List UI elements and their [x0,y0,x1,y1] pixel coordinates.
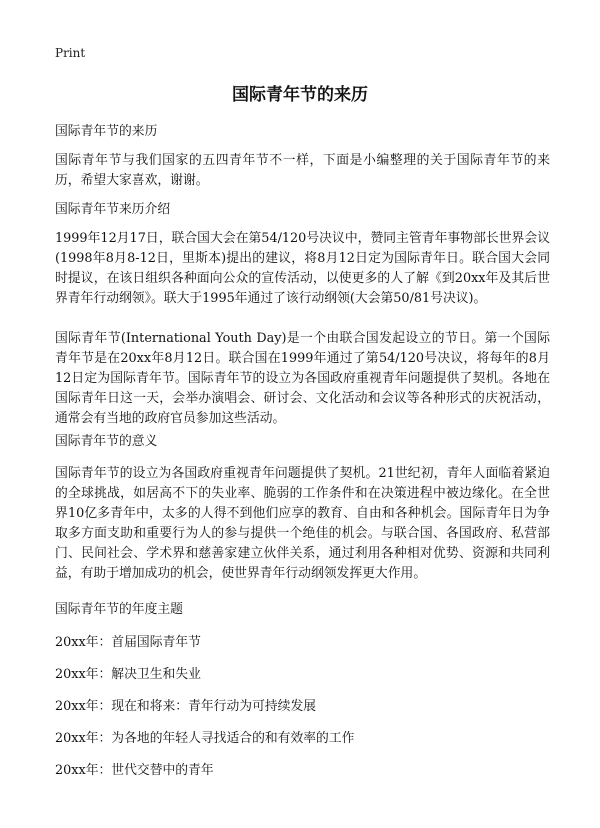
theme-item: 20xx年：解决卫生和失业 [55,667,201,682]
meaning-paragraph: 国际青年节的设立为各国政府重视青年问题提供了契机。21世纪初，青年人面临着紧迫的全球挑战，如居高不下的失业率、脆弱的工作条件和在决策进程中被边缘化。在全世界10亿多青年中，太多的人得不到他们应享的教育、自由和各种机会。国际青年日为争取多方面支助和重要行为人的参与提供一个绝佳的机会。与联合国、各国政府、私营部门、民间社会、学术界和慈善家建立伙伴关系，通过利用各种相对优势、资源和共同利益，有助于增加成功的机会，使世界青年行动纲领发挥更大作用。 [55,466,550,581]
theme-item: 20xx年：首届国际青年节 [55,635,201,650]
history-paragraph-2: 国际青年节(International Youth Day)是一个由联合国发起设立的节日。第一个国际青年节是在20xx年8月12日。联合国在1999年通过了第54/120号决议，将每年的8月12日定为国际青年节。国际青年节的设立为各国政府重视青年问题提供了契机。各地在国际青年日这一天，会举办演唱会、研讨会、文化活动和会议等各种形式的庆祝活动，通常会有当地的政府官员参加这些活动。 [55,331,550,426]
document-title: 国际青年节的来历 [232,85,368,105]
section-heading-intro: 国际青年节的来历 [55,124,158,139]
theme-item: 20xx年：为各地的年轻人寻找适合的和有效率的工作 [55,731,355,746]
intro-paragraph: 国际青年节与我们国家的五四青年节不一样，下面是小编整理的关于国际青年节的来历，希望大家喜欢，谢谢。 [55,153,550,188]
section-heading-meaning: 国际青年节的意义 [55,434,158,449]
theme-item: 20xx年：世代交替中的青年 [55,763,214,778]
history-paragraph-1: 1999年12月17日，联合国大会在第54/120号决议中，赞同主管青年事物部长世界会议(1998年8月8-12日，里斯本)提出的建议，将8月12日定为国际青年日。联合国大会同时提议，在该日组织各种面向公众的宣传活动，以使更多的人了解《到20xx年及其后世界青年行动纲领》。联大于1995年通过了该行动纲领(大会第50/81号决议)。 [55,231,550,306]
section-heading-themes: 国际青年节的年度主题 [55,602,183,617]
section-heading-history: 国际青年节来历介绍 [55,202,171,217]
print-label: Print [55,46,86,60]
theme-item: 20xx年：现在和将来：青年行动为可持续发展 [55,699,317,714]
